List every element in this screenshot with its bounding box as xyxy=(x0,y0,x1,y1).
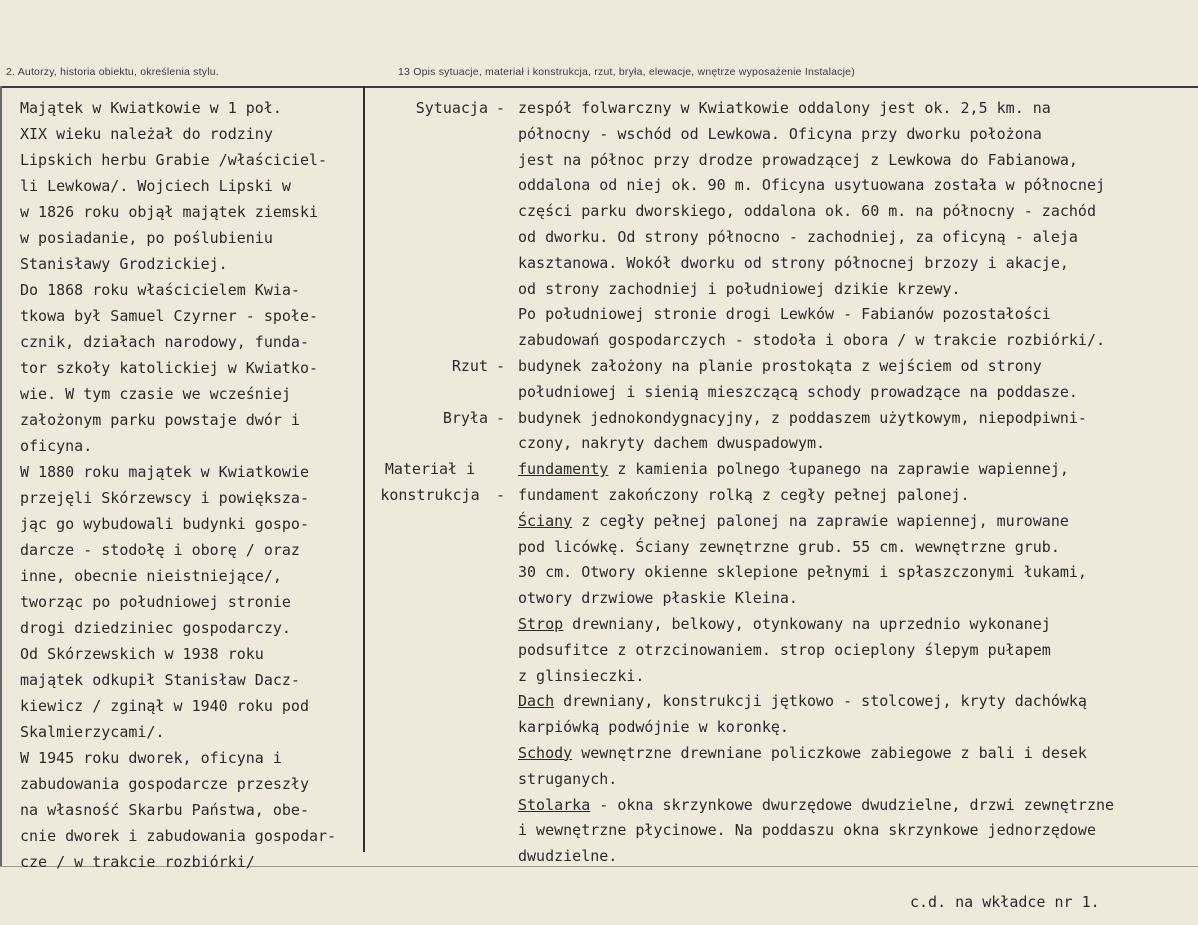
left-rule xyxy=(0,86,2,866)
description-body: zespół folwarczny w Kwiatkowie oddalony jest ok. 2,5 km. na xyxy=(518,99,1051,117)
section-label: konstrukcja xyxy=(380,485,480,504)
history-line: zabudowania gospodarcze przeszły xyxy=(20,775,309,793)
description-row xyxy=(372,612,1192,638)
description-body: - okna skrzynkowe dwurzędowe dwudzielne, drzwi zewnętrzne xyxy=(590,795,1115,814)
section-label: Bryła xyxy=(442,408,488,427)
description-row xyxy=(372,457,1192,483)
description-body: czony, nakryty dachem dwuspadowym. xyxy=(518,434,826,453)
right-column-header: 13 Opis sytuacje, materiał i konstrukcja, rzut, bryła, elewacje, wnętrze wyposażenie Instalacje) xyxy=(398,66,855,78)
description-body: od dworku. Od strony północno - zachodniej, za oficyną - aleja xyxy=(518,227,1078,246)
label-dash: - xyxy=(496,356,506,375)
description-body: pod licówkę. Ściany zewnętrzne grub. 55 cm. wewnętrzne grub. xyxy=(518,537,1060,556)
description-text xyxy=(518,664,644,690)
history-column xyxy=(20,95,360,875)
description-row xyxy=(372,225,1192,251)
history-line: Lipskich herbu Grabie /właściciel- xyxy=(20,151,328,169)
description-row xyxy=(372,148,1192,174)
description-row xyxy=(372,664,1192,690)
description-text xyxy=(518,483,970,509)
description-text xyxy=(518,431,825,457)
section-label: Rzut xyxy=(451,356,488,375)
top-rule xyxy=(0,86,1198,88)
history-line: drogi dziedziniec gospodarczy. xyxy=(20,619,291,637)
description-text xyxy=(518,225,1078,251)
description-text xyxy=(518,122,1042,148)
description-row xyxy=(372,277,1192,303)
description-row xyxy=(372,380,1192,406)
history-line: XIX wieku należał do rodziny xyxy=(20,125,273,143)
description-body: budynek jednokondygnacyjny, z poddaszem użytkowym, niepodpiwni- xyxy=(518,408,1087,427)
description-body: i wewnętrzne płycinowe. Na poddaszu okna skrzynkowe jednorzędowe xyxy=(518,821,1096,840)
description-row xyxy=(372,844,1192,870)
description-body: otwory drzwiowe płaskie Kleina. xyxy=(518,589,798,608)
description-text xyxy=(518,354,1042,380)
description-text xyxy=(518,793,1114,819)
description-body: oddalona od niej ok. 90 m. Oficyna usytuowana została w północnej xyxy=(518,176,1105,195)
description-row xyxy=(372,251,1192,277)
description-text xyxy=(518,689,1087,715)
description-text xyxy=(518,457,1069,483)
description-body: od strony zachodniej i południowej dzikie krzewy. xyxy=(518,279,961,298)
history-line: tor szkoły katolickiej w Kwiatko- xyxy=(20,359,319,377)
history-line: w posiadanie, po poślubieniu xyxy=(20,229,273,247)
history-line: Skalmierzycami/. xyxy=(20,723,165,741)
element-keyword: Strop xyxy=(518,614,564,633)
history-line: przejęli Skórzewscy i powiększa- xyxy=(20,489,309,507)
element-keyword: fundamenty xyxy=(518,460,609,479)
description-row xyxy=(372,199,1192,225)
description-body: podsufitce z otrzcinowaniem. strop ocieplony ślepym pułapem xyxy=(518,640,1051,659)
history-line: li Lewkowa/. Wojciech Lipski w xyxy=(20,177,291,195)
description-text xyxy=(518,612,1051,638)
description-body: z cegły pełnej palonej na zaprawie wapiennej, murowane xyxy=(572,511,1069,530)
element-keyword: Dach xyxy=(518,692,555,711)
description-body: jest na północ przy drodze prowadzącej z Lewkowa do Fabianowa, xyxy=(518,150,1078,169)
description-text xyxy=(518,535,1060,561)
section-label: Materiał i xyxy=(384,460,476,479)
element-keyword: Stolarka xyxy=(518,795,591,814)
history-line: Od Skórzewskich w 1938 roku xyxy=(20,645,264,663)
history-line: jąc go wybudowali budynki gospo- xyxy=(20,515,309,533)
history-line: darcze - stodołę i oborę / oraz xyxy=(20,541,300,559)
description-row xyxy=(372,354,1192,380)
history-line: majątek odkupił Stanisław Dacz- xyxy=(20,671,300,689)
description-row xyxy=(372,818,1192,844)
history-line: Stanisławy Grodzickiej. xyxy=(20,255,228,273)
description-text xyxy=(518,173,1105,199)
description-text xyxy=(518,715,789,741)
description-text xyxy=(518,560,1087,586)
description-body: budynek założony na planie prostokąta z wejściem od strony xyxy=(518,356,1042,375)
description-text xyxy=(518,302,1051,328)
description-row xyxy=(372,560,1192,586)
description-column xyxy=(372,96,1192,870)
section-label: Sytuacja xyxy=(415,99,488,117)
history-line: na własność Skarbu Państwa, obe- xyxy=(20,801,309,819)
description-row xyxy=(372,793,1192,819)
description-row xyxy=(372,406,1192,432)
history-line: Do 1868 roku właścicielem Kwia- xyxy=(20,281,300,299)
description-text xyxy=(518,96,1051,122)
description-text xyxy=(518,638,1051,664)
description-row xyxy=(372,431,1192,457)
history-line: W 1945 roku dworek, oficyna i xyxy=(20,749,282,767)
element-keyword: Schody xyxy=(518,743,573,762)
description-body: drewniany, konstrukcji jętkowo - stolcowej, kryty dachówką xyxy=(554,692,1087,711)
description-body: dwudzielne. xyxy=(518,847,618,866)
description-row xyxy=(372,302,1192,328)
description-row xyxy=(372,328,1192,354)
description-body: zabudowań gospodarczych - stodoła i obora / w trakcie rozbiórki/. xyxy=(518,331,1105,350)
description-body: fundament zakończony rolką z cegły pełnej palonej. xyxy=(518,485,970,504)
history-line: cnie dworek i zabudowania gospodar- xyxy=(20,827,337,845)
description-text xyxy=(518,406,1087,432)
description-body: z glinsieczki. xyxy=(518,666,645,685)
description-body: północny - wschód od Lewkowa. Oficyna przy dworku położona xyxy=(518,124,1042,143)
description-body: 30 cm. Otwory okienne sklepione pełnymi i spłaszczonymi łukami, xyxy=(518,563,1087,582)
description-row xyxy=(372,483,1192,509)
description-row xyxy=(372,741,1192,767)
history-line: kiewicz / zginął w 1940 roku pod xyxy=(20,697,309,715)
description-body: Po południowej stronie drogi Lewków - Fabianów pozostałości xyxy=(518,305,1051,324)
history-line: inne, obecnie nieistniejące/, xyxy=(20,567,282,585)
description-body: południowej i sienią mieszczącą schody prowadzące na poddasze. xyxy=(518,382,1078,401)
description-text xyxy=(518,328,1105,354)
description-row xyxy=(372,509,1192,535)
history-line: wie. W tym czasie we wcześniej xyxy=(20,385,291,403)
column-divider xyxy=(363,86,365,852)
description-row xyxy=(372,122,1192,148)
description-row xyxy=(372,173,1192,199)
history-line: założonym parku powstaje dwór i xyxy=(20,411,300,429)
description-text xyxy=(518,818,1096,844)
history-line: cze / w trakcie rozbiórki/ xyxy=(20,853,255,871)
description-text xyxy=(518,844,617,870)
description-body: części parku dworskiego, oddalona ok. 60 m. na północny - zachód xyxy=(518,202,1096,221)
description-body: karpiówką podwójnie w koronkę. xyxy=(518,718,789,737)
description-body: wewnętrzne drewniane policzkowe zabiegowe z bali i desek xyxy=(572,743,1087,762)
history-line: tkowa był Samuel Czyrner - społe- xyxy=(20,307,319,325)
description-row xyxy=(372,535,1192,561)
description-text xyxy=(518,277,961,303)
description-row xyxy=(372,96,1192,122)
description-text xyxy=(518,586,798,612)
history-line: w 1826 roku objął majątek ziemski xyxy=(20,203,319,221)
description-text xyxy=(518,251,1069,277)
description-text xyxy=(518,741,1087,767)
left-column-header: 2. Autorzy, historia obiektu, określenia stylu. xyxy=(6,66,219,78)
description-row xyxy=(372,638,1192,664)
history-line: tworząc po południowej stronie xyxy=(20,593,291,611)
element-keyword: Ściany xyxy=(518,511,573,530)
history-line: cznik, działach narodowy, funda- xyxy=(20,333,309,351)
description-body: struganych. xyxy=(518,769,618,788)
description-text xyxy=(518,148,1078,174)
description-body: kasztanowa. Wokół dworku od strony północnej brzozy i akacje, xyxy=(518,253,1069,272)
label-dash: - xyxy=(496,485,506,504)
description-row xyxy=(372,715,1192,741)
description-text xyxy=(518,767,617,793)
label-dash: - xyxy=(496,99,506,117)
description-body: drewniany, belkowy, otynkowany na uprzednio wykonanej xyxy=(563,614,1051,633)
description-text xyxy=(518,199,1096,225)
description-row xyxy=(372,586,1192,612)
history-line: W 1880 roku majątek w Kwiatkowie xyxy=(20,463,309,481)
description-row xyxy=(372,767,1192,793)
description-body: z kamienia polnego łupanego na zaprawie wapiennej, xyxy=(608,460,1069,479)
history-line: Majątek w Kwiatkowie w 1 poł. xyxy=(20,99,282,117)
description-row xyxy=(372,689,1192,715)
history-line: oficyna. xyxy=(20,437,93,455)
description-text xyxy=(518,380,1078,406)
description-text xyxy=(518,509,1069,535)
label-dash: - xyxy=(496,408,506,427)
continuation-note: c.d. na wkładce nr 1. xyxy=(910,893,1100,911)
